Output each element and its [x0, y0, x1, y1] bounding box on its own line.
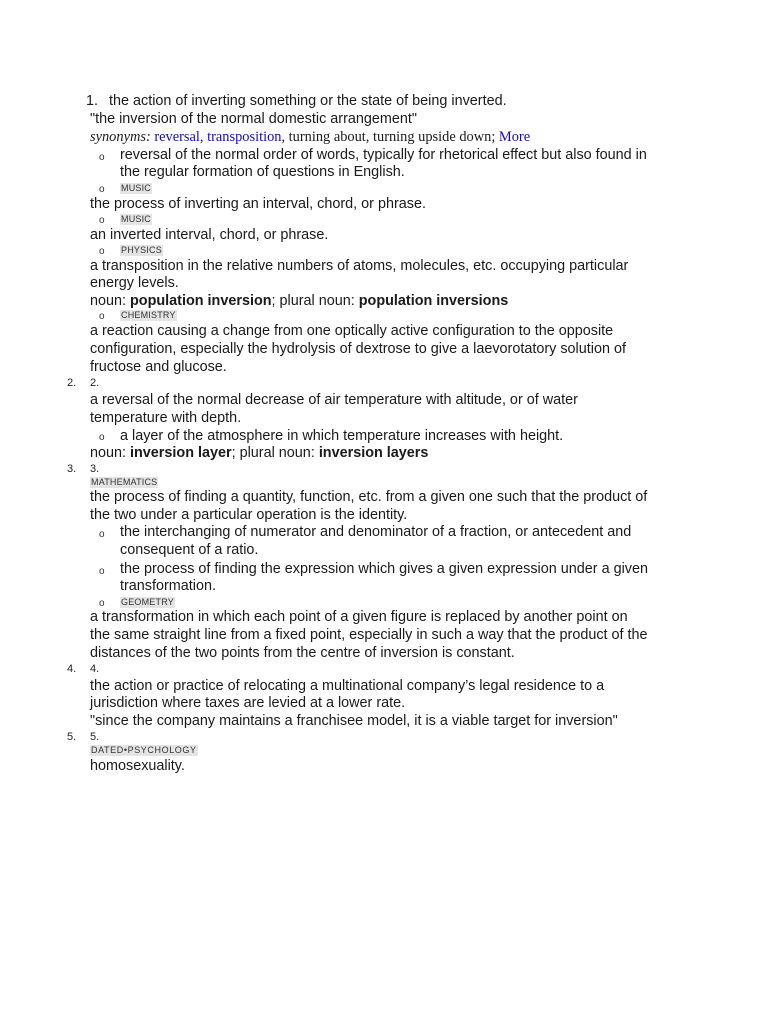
bullet-icon: o — [99, 152, 105, 163]
synonym-separator: , — [199, 129, 208, 145]
sense-1a-line-1: reversal of the normal order of words, typically for rhetorical effect but also found in — [120, 147, 647, 163]
entry-3-sense-a-line-1: the interchanging of numerator and denominator of a fraction, or antecedent and — [120, 524, 632, 540]
bullet-icon: o — [99, 311, 105, 322]
subject-tag-physics: PHYSICS — [121, 245, 162, 255]
synonym-link-transposition[interactable]: transposition — [207, 129, 282, 145]
subject-tag-music: MUSIC — [121, 183, 151, 193]
plural-label: ; plural noun: — [271, 293, 359, 309]
bullet-icon: o — [99, 215, 105, 226]
entry-5-label: 5. — [90, 731, 100, 743]
subject-tag-music: MUSIC — [121, 214, 151, 224]
sense-1b-definition: the process of inverting an interval, chord, or phrase. — [90, 196, 426, 212]
synonyms-rest: , turning about, turning upside down; — [281, 129, 499, 145]
entry-2-line-2: temperature with depth. — [90, 410, 242, 426]
synonyms-label: synonyms: — [90, 129, 151, 145]
sense-1d-noun-line — [90, 293, 508, 310]
noun-form: inversion layer — [130, 445, 232, 461]
subject-tag-mathematics: MATHEMATICS — [91, 477, 158, 487]
entry-3-sense-b-line-2: transformation. — [120, 578, 216, 594]
entry-4-example: "since the company maintains a franchisee model, it is a viable target for inversion" — [90, 713, 618, 729]
noun-form: population inversion — [130, 293, 272, 309]
sense-1e-line-3: fructose and glucose. — [90, 359, 227, 375]
entry-2-label: 2. — [90, 377, 100, 389]
bullet-icon: o — [99, 246, 105, 257]
plural-label: ; plural noun: — [231, 445, 319, 461]
subject-tag-dated-psychology: DATED•PSYCHOLOGY — [91, 745, 197, 755]
entry-3-label: 3. — [90, 463, 100, 475]
entry-2-noun-line — [90, 445, 428, 462]
bullet-icon: o — [99, 432, 105, 443]
sense-1e-line-2: configuration, especially the hydrolysis of dextrose to give a laevorotatory solution of — [90, 341, 626, 357]
sense-1d-line-1: a transposition in the relative numbers of atoms, molecules, etc. occupying particular — [90, 258, 629, 274]
more-synonyms-link[interactable]: More — [498, 129, 531, 145]
noun-label: noun: — [90, 293, 131, 309]
sense-1e-line-1: a reaction causing a change from one optically active configuration to the opposite — [90, 323, 614, 339]
synonyms-line — [90, 129, 530, 146]
entry-2-number: 2. — [67, 377, 77, 389]
entry-4-label: 4. — [90, 663, 100, 675]
entry-4-line-2: jurisdiction where taxes are levied at a lower rate. — [90, 695, 406, 711]
entry-4-line-1: the action or practice of relocating a multinational company’s legal residence to a — [90, 678, 605, 694]
entry-3-number: 3. — [67, 463, 77, 475]
entry-1-definition: the action of inverting something or the state of being inverted. — [109, 93, 507, 109]
bullet-icon: o — [99, 184, 105, 195]
sense-1d-line-2: energy levels. — [90, 275, 179, 291]
plural-form: inversion layers — [318, 445, 429, 461]
entry-3-sense-c-line-1: a transformation in which each point of a given figure is replaced by another point on — [90, 609, 628, 625]
entry-3-sense-b-line-1: the process of finding the expression which gives a given expression under a given — [120, 561, 648, 577]
sense-1a-line-2: the regular formation of questions in English. — [120, 164, 405, 180]
entry-1-example: "the inversion of the normal domestic arrangement" — [90, 111, 417, 127]
entry-3-sense-a-line-2: consequent of a ratio. — [120, 542, 259, 558]
bullet-icon: o — [99, 566, 105, 577]
entry-3-sense-c-line-3: distances of the two points from the centre of inversion is constant. — [90, 645, 515, 661]
entry-5-number: 5. — [67, 731, 77, 743]
entry-3-sense-c-line-2: the same straight line from a fixed point, especially in such a way that the product of the — [90, 627, 648, 643]
entry-1-number: 1. — [86, 93, 99, 109]
entry-2-line-1: a reversal of the normal decrease of air temperature with altitude, or of water — [90, 392, 578, 408]
sense-1c-definition: an inverted interval, chord, or phrase. — [90, 227, 329, 243]
bullet-icon: o — [99, 529, 105, 540]
subject-tag-chemistry: CHEMISTRY — [121, 310, 176, 320]
bullet-icon: o — [99, 598, 105, 609]
subject-tag-geometry: GEOMETRY — [121, 597, 174, 607]
entry-3-line-2: the two under a particular operation is the identity. — [90, 507, 408, 523]
entry-2-sense-a: a layer of the atmosphere in which temperature increases with height. — [120, 428, 564, 444]
plural-form: population inversions — [358, 293, 509, 309]
synonym-link-reversal[interactable]: reversal — [154, 129, 200, 145]
entry-4-number: 4. — [67, 663, 77, 675]
entry-5-definition: homosexuality. — [90, 758, 185, 774]
noun-label: noun: — [90, 445, 131, 461]
entry-3-line-1: the process of finding a quantity, function, etc. from a given one such that the product of — [90, 489, 648, 505]
